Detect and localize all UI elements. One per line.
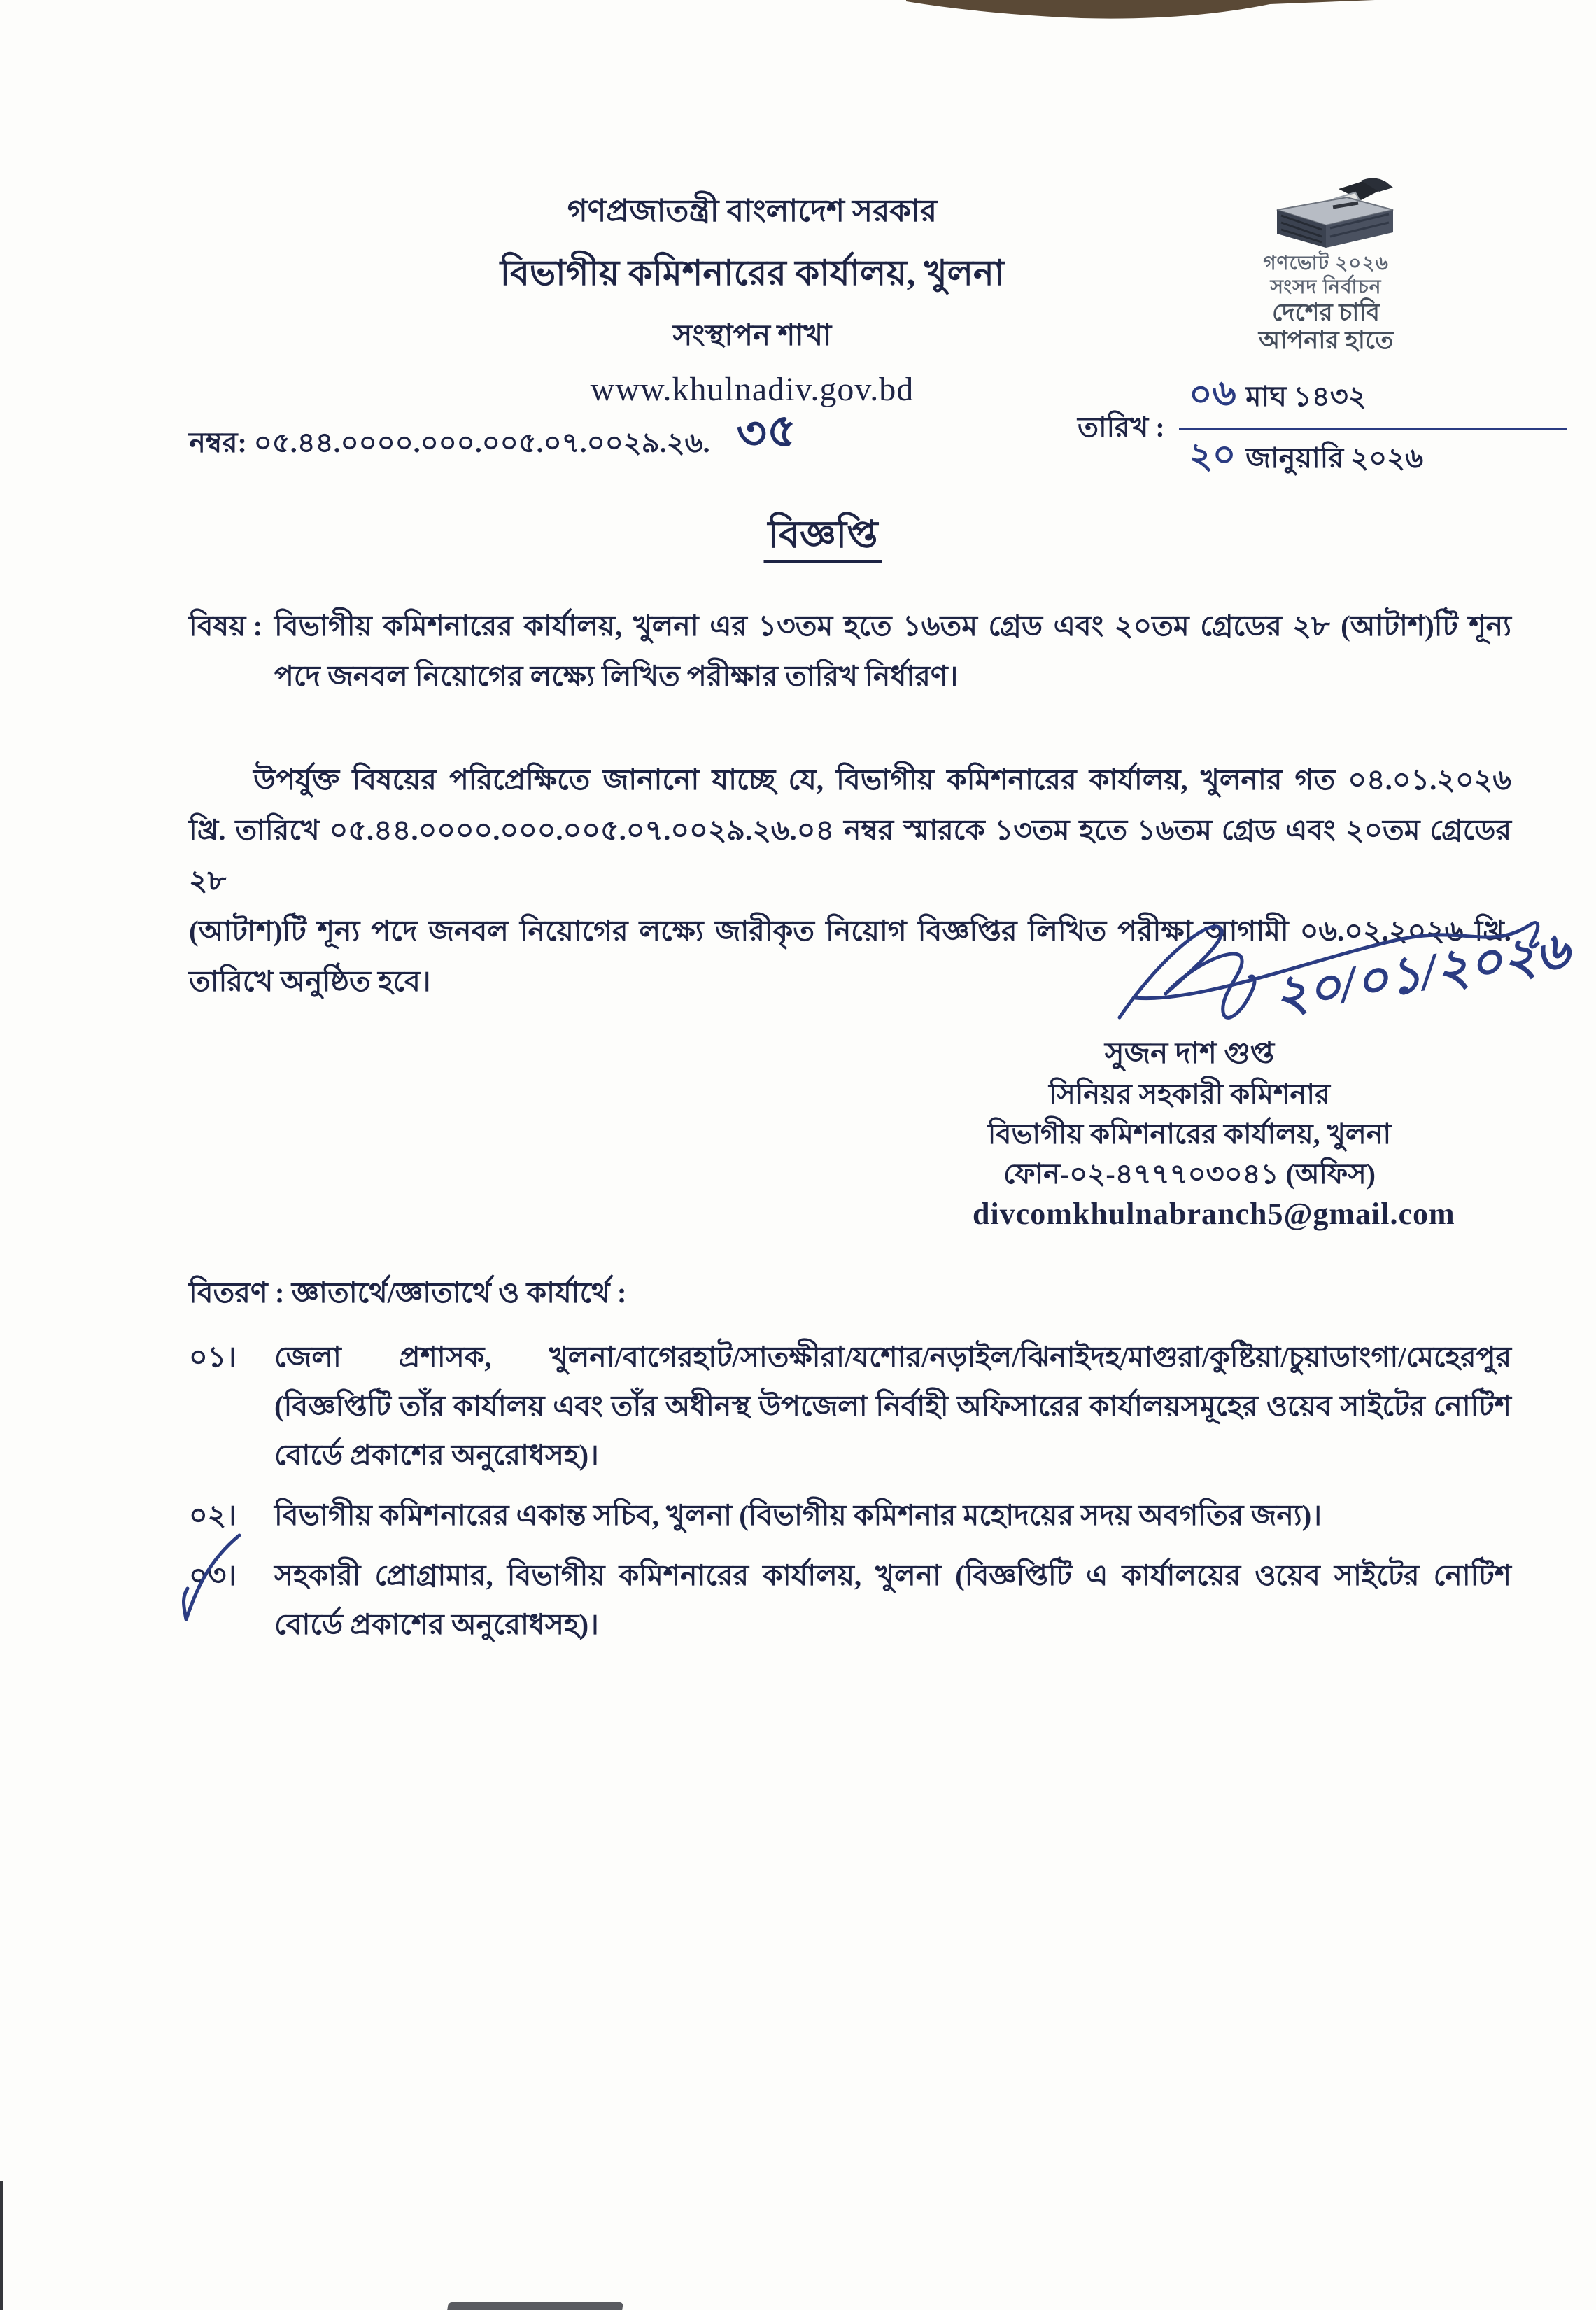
website-url: www.khulnadiv.gov.bd xyxy=(590,371,914,408)
subject-line-1: বিভাগীয় কমিশনারের কার্যালয়, খুলনা এর ১৩তম হতে ১৬তম গ্রেড এবং ২০তম গ্রেডের ২৮ (আটাশ)টি শূন্য xyxy=(274,610,1511,642)
item-1-line-1: জেলা প্রশাসক, খুলনা/বাগেরহাট/সাতক্ষীরা/যশোর/নড়াইল/ঝিনাইদহ/মাগুরা/কুষ্টিয়া/চুয়াডাংগা/মেহেরপুর xyxy=(274,1341,1511,1373)
branch-name: সংস্থাপন শাখা xyxy=(672,320,832,352)
date-block xyxy=(1078,374,1567,483)
scan-edge-line xyxy=(0,2181,3,2310)
office-name: বিভাগীয় কমিশনারের কার্যালয়, খুলনা xyxy=(500,253,1005,293)
item-3-line-2: বোর্ডে প্রকাশের অনুরোধসহ)। xyxy=(274,1608,599,1640)
government-name: গণপ্রজাতন্ত্রী বাংলাদেশ সরকার xyxy=(567,194,938,228)
memo-number-label: নম্বর: xyxy=(189,427,247,458)
ballot-box-icon xyxy=(1256,174,1396,249)
signatory-name: সুজন দাশ গুপ্ত xyxy=(1104,1038,1275,1070)
item-1-line-3: বোর্ডে প্রকাশের অনুরোধসহ)। xyxy=(274,1439,599,1471)
item-3-number: ০৩। xyxy=(189,1551,274,1649)
stamp-slogan-1: দেশের চাবি xyxy=(1272,299,1380,327)
body-line-1: উপর্যুক্ত বিষয়ের পরিপ্রেক্ষিতে জানানো যাচ্ছে যে, বিভাগীয় কমিশনারের কার্যালয়, খুলনার গত ০৪.০১.২০২৬ xyxy=(253,763,1511,796)
election-stamp xyxy=(1221,174,1431,355)
item-1-text xyxy=(274,1332,1511,1479)
distribution-heading: বিতরণ : জ্ঞাতার্থে/জ্ঞাতার্থে ও কার্যার্থে : xyxy=(189,1276,627,1309)
handwritten-serial-number: ৩৫ xyxy=(734,404,799,461)
signatory-email: divcomkhulnabranch5@gmail.com xyxy=(973,1197,1455,1231)
distribution-item-1 xyxy=(189,1332,1511,1479)
signatory-designation: সিনিয়র সহকারী কমিশনার xyxy=(1048,1078,1330,1110)
memo-number-value: ০৫.৪৪.০০০০.০০০.০০৫.০৭.০০২৯.২৬. xyxy=(253,427,710,458)
handwritten-gregorian-day: ২০ xyxy=(1187,435,1237,477)
body-line-3: (আটাশ)টি শূন্য পদে জনবল নিয়োগের লক্ষ্যে জারীকৃত নিয়োগ বিজ্ঞপ্তির লিখিত পরীক্ষা আগামী ০৬.০২.২০২৬ খ্রি. xyxy=(189,915,1511,947)
scan-artifact-top xyxy=(906,0,1375,24)
gregorian-month-year: জানুয়ারি ২০২৬ xyxy=(1245,442,1424,474)
signatory-phone: ফোন-০২-৪৭৭৭০৩০৪১ (অফিস) xyxy=(1003,1158,1376,1190)
body-line-2: খ্রি. তারিখে ০৫.৪৪.০০০০.০০০.০০৫.০৭.০০২৯.২৬.০৪ নম্বর স্মারকে ১৩তম হতে ১৬তম গ্রেড এবং ২০তম গ্রেডের ২৮ xyxy=(189,814,1511,896)
memo-number-line xyxy=(189,404,799,467)
item-3-text xyxy=(274,1551,1511,1649)
gregorian-date xyxy=(1179,430,1567,483)
item-2-number: ০২। xyxy=(189,1499,236,1531)
subject-block xyxy=(189,600,1511,701)
subject-label: বিষয় : xyxy=(189,610,263,642)
handwritten-signature-date: ২০/০১/২০২৬ xyxy=(1269,922,1574,1025)
stamp-line-referendum: গণভোট ২০২৬ xyxy=(1263,253,1389,274)
signatory-block xyxy=(973,1034,1455,1234)
stamp-slogan-2: আপনার হাতে xyxy=(1258,327,1394,355)
notice-title: বিজ্ঞপ্তি xyxy=(763,505,882,568)
signatory-office: বিভাগীয় কমিশনারের কার্যালয়, খুলনা xyxy=(987,1118,1392,1150)
subject-text xyxy=(274,600,1511,701)
subject-line-2: পদে জনবল নিয়োগের লক্ষ্যে লিখিত পরীক্ষার তারিখ নির্ধারণ। xyxy=(274,660,959,692)
bangla-date xyxy=(1179,374,1567,430)
distribution-item-3 xyxy=(189,1551,1511,1649)
bangla-month-year: মাঘ ১৪৩২ xyxy=(1245,381,1367,412)
item-2-line-1: বিভাগীয় কমিশনারের একান্ত সচিব, খুলনা (বিভাগীয় কমিশনার মহোদয়ের সদয় অবগতির জন্য)। xyxy=(274,1499,1322,1531)
handwritten-bangla-day: ০৬ xyxy=(1187,373,1237,416)
letterhead xyxy=(500,188,1004,409)
item-1-line-2: (বিজ্ঞপ্তিটি তাঁর কার্যালয় এবং তাঁর অধীনস্থ উপজেলা নির্বাহী অফিসারের কার্যালয়সমূহের ওয়েব সাইটের নোটিশ xyxy=(274,1390,1511,1422)
item-1-number: ০১। xyxy=(189,1341,236,1373)
dual-date xyxy=(1179,374,1567,483)
distribution-item-2 xyxy=(189,1491,1511,1540)
date-label: তারিখ : xyxy=(1078,411,1165,443)
item-3-line-1: সহকারী প্রোগ্রামার, বিভাগীয় কমিশনারের কার্যালয়, খুলনা (বিজ্ঞপ্তিটি এ কার্যালয়ের ওয়েব সাইটের নোটিশ xyxy=(274,1559,1511,1591)
item-2-text xyxy=(274,1491,1511,1540)
distribution-section xyxy=(189,1268,1511,1660)
scan-artifact-bottom xyxy=(447,2302,623,2310)
body-line-4: তারিখে অনুষ্ঠিত হবে। xyxy=(189,965,431,997)
stamp-line-election: সংসদ নির্বাচন xyxy=(1270,276,1382,298)
